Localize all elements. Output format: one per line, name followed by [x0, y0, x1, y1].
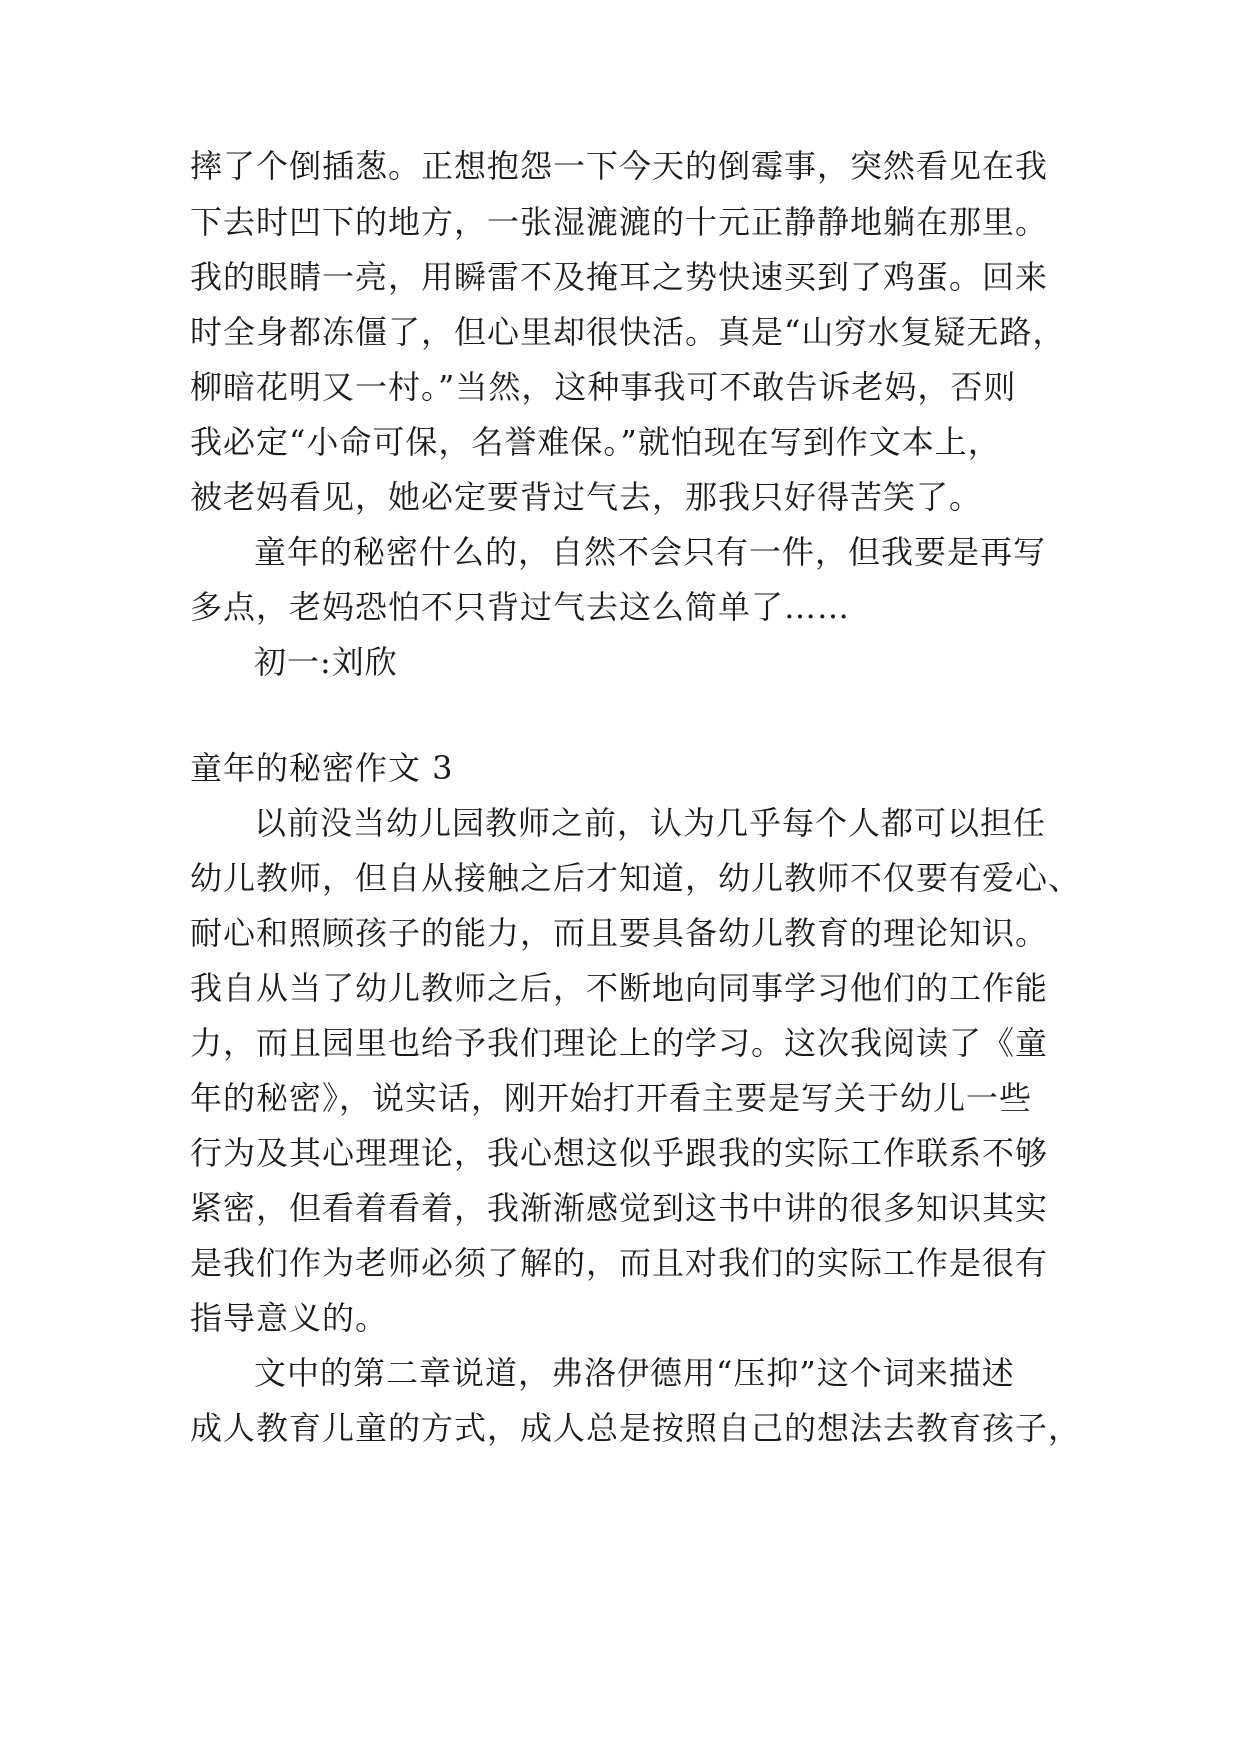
text-line: 耐心和照顾孩子的能力，而且要具备幼儿教育的理论知识。 [190, 914, 1049, 952]
section-heading: 童年的秘密作文 3 [190, 749, 454, 787]
text-line: 我必定“小命可保，名誉难保。”就怕现在写到作文本上， [190, 423, 1001, 461]
text-line: 指导意义的。 [190, 1299, 389, 1337]
text-line: 年的秘密》，说实话，刚开始打开看主要是写关于幼儿一些 [190, 1079, 1033, 1117]
text-line: 柳暗花明又一村。”当然，这种事我可不敢告诉老妈，否则 [190, 368, 1017, 406]
text-line: 力，而且园里也给予我们理论上的学习。这次我阅读了《童 [190, 1024, 1049, 1062]
text-line: 时全身都冻僵了，但心里却很快活。真是“山穷水复疑无路， [190, 313, 1066, 351]
text-line: 被老妈看见，她必定要背过气去，那我只好得苦笑了。 [190, 478, 983, 516]
text-line: 成人教育儿童的方式，成人总是按照自己的想法去教育孩子， [190, 1409, 1082, 1447]
text-line: 多点，老妈恐怕不只背过气去这么简单了…… [190, 588, 851, 626]
paragraph-first-line: 童年的秘密什么的，自然不会只有一件，但我要是再写 [254, 533, 1047, 571]
text-line: 紧密，但看着看着，我渐渐感觉到这书中讲的很多知识其实 [190, 1189, 1049, 1227]
text-line: 行为及其心理理论，我心想这似乎跟我的实际工作联系不够 [190, 1134, 1049, 1172]
text-line: 下去时凹下的地方，一张湿漉漉的十元正静静地躺在那里。 [190, 203, 1049, 241]
paragraph-first-line: 以前没当幼儿园教师之前，认为几乎每个人都可以担任 [254, 804, 1047, 842]
text-line: 幼儿教师，但自从接触之后才知道，幼儿教师不仅要有爱心、 [190, 859, 1082, 897]
paragraph-first-line: 文中的第二章说道，弗洛伊德用“压抑”这个词来描述 [254, 1354, 1015, 1392]
text-line: 我的眼睛一亮，用瞬雷不及掩耳之势快速买到了鸡蛋。回来 [190, 258, 1049, 296]
author-signature: 初一:刘欣 [254, 643, 398, 681]
text-line: 是我们作为老师必须了解的，而且对我们的实际工作是很有 [190, 1244, 1049, 1282]
text-line: 摔了个倒插葱。正想抱怨一下今天的倒霉事，突然看见在我 [190, 147, 1049, 185]
text-line: 我自从当了幼儿教师之后，不断地向同事学习他们的工作能 [190, 969, 1049, 1007]
